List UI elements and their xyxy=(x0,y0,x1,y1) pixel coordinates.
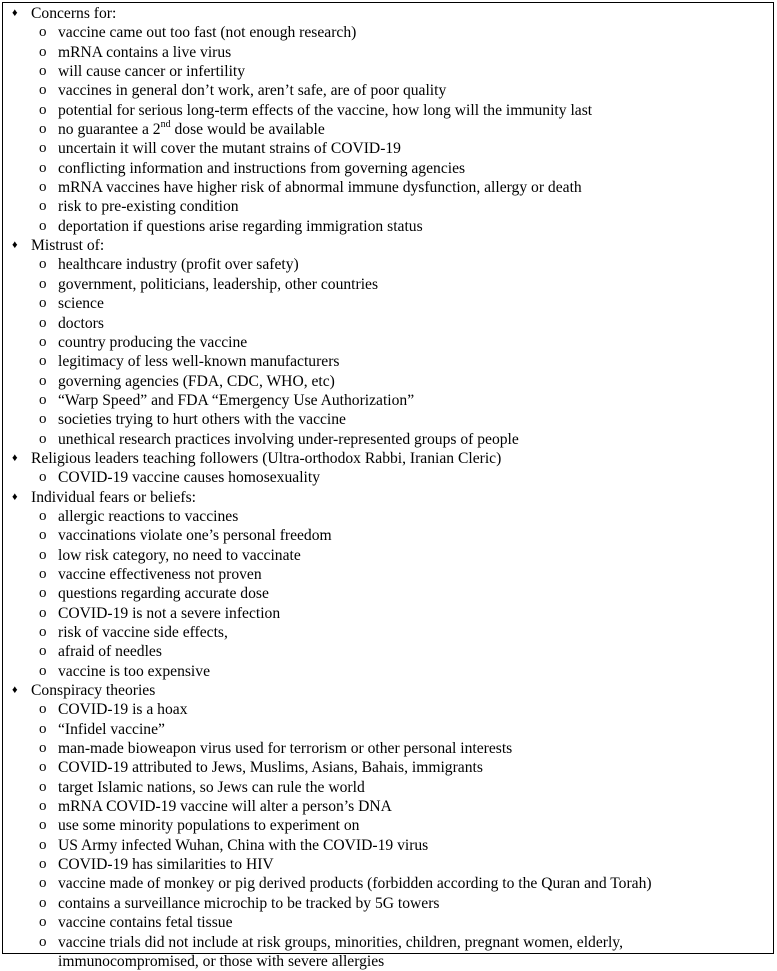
section-heading-row xyxy=(3,236,773,255)
sub-item-list xyxy=(3,700,773,971)
circle-bullet-icon: o xyxy=(39,816,47,835)
list-item-text: vaccine made of monkey or pig derived products (forbidden according to the Quran and Torah) xyxy=(58,875,652,892)
list-item xyxy=(3,352,773,371)
list-item xyxy=(3,410,773,429)
circle-bullet-icon: o xyxy=(39,526,47,545)
list-item-text: risk to pre-existing condition xyxy=(58,198,239,215)
list-item xyxy=(3,584,773,603)
list-item-text: vaccine came out too fast (not enough research) xyxy=(58,24,356,41)
list-item-text: afraid of needles xyxy=(58,643,162,660)
list-item xyxy=(3,101,773,120)
section-heading: Concerns for: xyxy=(31,5,116,22)
diamond-bullet-icon: ♦ xyxy=(12,449,18,468)
list-item xyxy=(3,430,773,449)
circle-bullet-icon: o xyxy=(39,101,47,120)
circle-bullet-icon: o xyxy=(39,62,47,81)
list-item xyxy=(3,933,773,971)
circle-bullet-icon: o xyxy=(39,700,47,719)
list-item xyxy=(3,739,773,758)
list-item xyxy=(3,913,773,932)
section-item xyxy=(3,681,773,971)
section-heading-row xyxy=(3,488,773,507)
list-item xyxy=(3,836,773,855)
list-item-text: government, politicians, leadership, other countries xyxy=(58,276,378,293)
list-item xyxy=(3,565,773,584)
list-item-text: COVID-19 vaccine causes homosexuality xyxy=(58,469,320,486)
circle-bullet-icon: o xyxy=(39,913,47,932)
circle-bullet-icon: o xyxy=(39,23,47,42)
section-heading: Conspiracy theories xyxy=(31,682,155,699)
circle-bullet-icon: o xyxy=(39,584,47,603)
list-item-text: vaccine contains fetal tissue xyxy=(58,914,233,931)
circle-bullet-icon: o xyxy=(39,836,47,855)
list-item xyxy=(3,43,773,62)
circle-bullet-icon: o xyxy=(39,410,47,429)
list-item-text: target Islamic nations, so Jews can rule the world xyxy=(58,779,365,796)
list-item-text: will cause cancer or infertility xyxy=(58,63,245,80)
diamond-bullet-icon: ♦ xyxy=(12,681,18,700)
sub-item-list xyxy=(3,255,773,448)
circle-bullet-icon: o xyxy=(39,758,47,777)
list-item xyxy=(3,197,773,216)
circle-bullet-icon: o xyxy=(39,604,47,623)
list-item xyxy=(3,178,773,197)
list-item xyxy=(3,816,773,835)
circle-bullet-icon: o xyxy=(39,642,47,661)
list-item-text: contains a surveillance microchip to be tracked by 5G towers xyxy=(58,895,439,912)
circle-bullet-icon: o xyxy=(39,391,47,410)
circle-bullet-icon: o xyxy=(39,314,47,333)
document-frame xyxy=(2,2,774,954)
list-item xyxy=(3,275,773,294)
list-item xyxy=(3,720,773,739)
list-item xyxy=(3,23,773,42)
list-item-text: potential for serious long-term effects of the vaccine, how long will the immunity last xyxy=(58,102,592,119)
circle-bullet-icon: o xyxy=(39,565,47,584)
section-heading: Religious leaders teaching followers (Ultra-orthodox Rabbi, Iranian Cleric) xyxy=(31,450,501,467)
list-item-text: mRNA contains a live virus xyxy=(58,44,231,61)
list-item xyxy=(3,333,773,352)
list-item-text: governing agencies (FDA, CDC, WHO, etc) xyxy=(58,373,335,390)
sub-item-list xyxy=(3,468,773,487)
circle-bullet-icon: o xyxy=(39,894,47,913)
section-item xyxy=(3,236,773,449)
list-item xyxy=(3,120,773,139)
list-item xyxy=(3,314,773,333)
list-item-text: mRNA COVID-19 vaccine will alter a person’s DNA xyxy=(58,798,392,815)
circle-bullet-icon: o xyxy=(39,778,47,797)
list-item-text: uncertain it will cover the mutant strains of COVID-19 xyxy=(58,140,401,157)
circle-bullet-icon: o xyxy=(39,275,47,294)
circle-bullet-icon: o xyxy=(39,468,47,487)
list-item-text: healthcare industry (profit over safety) xyxy=(58,256,299,273)
list-item xyxy=(3,159,773,178)
list-item-text: vaccine trials did not include at risk groups, minorities, children, pregnant women, elderly, immunocompromised, or those with severe allergies xyxy=(58,934,623,970)
list-item-text: low risk category, no need to vaccinate xyxy=(58,547,301,564)
circle-bullet-icon: o xyxy=(39,197,47,216)
list-item-text: vaccines in general don’t work, aren’t safe, are of poor quality xyxy=(58,82,446,99)
list-item xyxy=(3,642,773,661)
list-item-text: no guarantee a 2 xyxy=(58,121,161,138)
list-item xyxy=(3,797,773,816)
diamond-bullet-icon: ♦ xyxy=(12,236,18,255)
list-item xyxy=(3,546,773,565)
circle-bullet-icon: o xyxy=(39,739,47,758)
circle-bullet-icon: o xyxy=(39,43,47,62)
list-item-text: mRNA vaccines have higher risk of abnormal immune dysfunction, allergy or death xyxy=(58,179,582,196)
circle-bullet-icon: o xyxy=(39,294,47,313)
list-item xyxy=(3,662,773,681)
list-item xyxy=(3,758,773,777)
list-item-text: science xyxy=(58,295,104,312)
list-item-text: COVID-19 is not a severe infection xyxy=(58,605,280,622)
list-item xyxy=(3,874,773,893)
list-item-text: “Warp Speed” and FDA “Emergency Use Authorization” xyxy=(58,392,414,409)
list-item-text: allergic reactions to vaccines xyxy=(58,508,238,525)
list-item-text: unethical research practices involving under-represented groups of people xyxy=(58,431,519,448)
list-item-text: man-made bioweapon virus used for terrorism or other personal interests xyxy=(58,740,512,757)
circle-bullet-icon: o xyxy=(39,81,47,100)
list-item-text: conflicting information and instructions from governing agencies xyxy=(58,160,465,177)
list-item-text: legitimacy of less well-known manufacturers xyxy=(58,353,339,370)
circle-bullet-icon: o xyxy=(39,662,47,681)
circle-bullet-icon: o xyxy=(39,797,47,816)
list-item-text: COVID-19 is a hoax xyxy=(58,701,188,718)
circle-bullet-icon: o xyxy=(39,546,47,565)
list-item-text: deportation if questions arise regarding immigration status xyxy=(58,218,423,235)
list-item-text: country producing the vaccine xyxy=(58,334,247,351)
circle-bullet-icon: o xyxy=(39,430,47,449)
list-item xyxy=(3,81,773,100)
section-heading-row xyxy=(3,4,773,23)
list-item xyxy=(3,255,773,274)
list-item xyxy=(3,507,773,526)
list-item xyxy=(3,139,773,158)
section-heading-row xyxy=(3,449,773,468)
section-heading: Individual fears or beliefs: xyxy=(31,489,196,506)
circle-bullet-icon: o xyxy=(39,874,47,893)
list-item xyxy=(3,700,773,719)
list-item-text: use some minority populations to experiment on xyxy=(58,817,359,834)
circle-bullet-icon: o xyxy=(39,217,47,236)
list-item xyxy=(3,623,773,642)
diamond-bullet-icon: ♦ xyxy=(12,4,18,23)
sub-item-list xyxy=(3,23,773,236)
circle-bullet-icon: o xyxy=(39,720,47,739)
list-item xyxy=(3,217,773,236)
list-item-text: US Army infected Wuhan, China with the COVID-19 virus xyxy=(58,837,428,854)
list-item xyxy=(3,372,773,391)
list-item-text: “Infidel vaccine” xyxy=(58,721,165,738)
list-item-text: societies trying to hurt others with the vaccine xyxy=(58,411,346,428)
list-item-text: doctors xyxy=(58,315,104,332)
circle-bullet-icon: o xyxy=(39,372,47,391)
list-item-text: questions regarding accurate dose xyxy=(58,585,269,602)
list-item xyxy=(3,526,773,545)
circle-bullet-icon: o xyxy=(39,333,47,352)
section-heading-row xyxy=(3,681,773,700)
section-item xyxy=(3,4,773,236)
circle-bullet-icon: o xyxy=(39,255,47,274)
circle-bullet-icon: o xyxy=(39,120,47,139)
circle-bullet-icon: o xyxy=(39,933,47,952)
list-item xyxy=(3,778,773,797)
list-item xyxy=(3,391,773,410)
circle-bullet-icon: o xyxy=(39,139,47,158)
list-item-text: COVID-19 has similarities to HIV xyxy=(58,856,274,873)
diamond-bullet-icon: ♦ xyxy=(12,488,18,507)
list-item xyxy=(3,855,773,874)
section-heading: Mistrust of: xyxy=(31,237,104,254)
sub-item-list xyxy=(3,507,773,681)
list-item xyxy=(3,294,773,313)
list-item-text: dose would be available xyxy=(171,121,325,138)
list-item-text: vaccine effectiveness not proven xyxy=(58,566,262,583)
ordinal-superscript: nd xyxy=(161,119,171,130)
section-item xyxy=(3,449,773,488)
outline-list xyxy=(3,4,773,971)
list-item-text: COVID-19 attributed to Jews, Muslims, Asians, Bahais, immigrants xyxy=(58,759,483,776)
section-item xyxy=(3,488,773,681)
list-item-text: vaccine is too expensive xyxy=(58,663,210,680)
list-item xyxy=(3,604,773,623)
list-item xyxy=(3,894,773,913)
circle-bullet-icon: o xyxy=(39,623,47,642)
circle-bullet-icon: o xyxy=(39,855,47,874)
list-item xyxy=(3,62,773,81)
list-item-text: risk of vaccine side effects, xyxy=(58,624,228,641)
list-item-text: vaccinations violate one’s personal freedom xyxy=(58,527,332,544)
circle-bullet-icon: o xyxy=(39,507,47,526)
circle-bullet-icon: o xyxy=(39,352,47,371)
list-item xyxy=(3,468,773,487)
circle-bullet-icon: o xyxy=(39,159,47,178)
circle-bullet-icon: o xyxy=(39,178,47,197)
